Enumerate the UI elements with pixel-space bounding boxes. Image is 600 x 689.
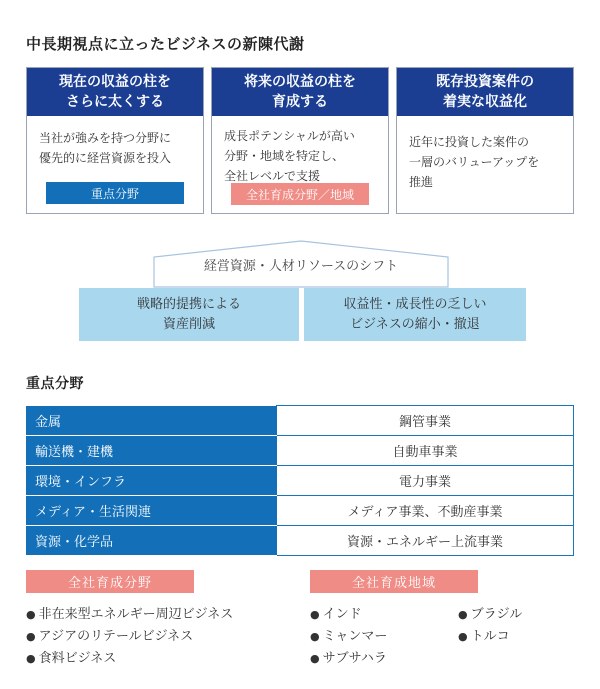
list-item: ● ミャンマー [310,626,387,648]
growth-regions-badge: 全社育成地域 [310,570,478,593]
page-title: 中長期視点に立ったビジネスの新陳代謝 [26,35,305,53]
business-cell: メディア事業、不動産事業 [277,496,574,526]
card-description: 近年に投資した案件の 一層のバリューアップを 推進 [409,135,540,189]
focus-section-title: 重点分野 [26,376,84,392]
card-existing-investment [396,67,574,214]
field-cell: 金属 [27,406,277,436]
business-withdrawal-box: 収益性・成長性の乏しい ビジネスの縮小・撤退 [304,288,526,341]
card-future-profit [211,67,389,214]
card-heading: 将来の収益の柱を 育成する [212,68,388,116]
table-row [27,406,574,436]
field-cell: 環境・インフラ [27,466,277,496]
card-description: 当社が強みを持つ分野に 優先的に経営資源を投入 [39,131,172,165]
business-cell: 電力事業 [277,466,574,496]
business-cell: 鋼管事業 [277,406,574,436]
list-item: ● インド [310,604,387,626]
list-item: ● ブラジル [458,604,522,626]
growth-fields-list [26,604,233,670]
table-row [27,436,574,466]
card-current-profit [26,67,204,214]
table-row [27,496,574,526]
growth-area-badge: 全社育成分野／地域 [231,183,369,205]
growth-regions-list-1 [310,604,387,670]
card-description: 成長ポテンシャルが高い 分野・地域を特定し、 全社レベルで支援 [224,129,355,183]
growth-regions-list-2 [458,604,522,648]
business-cell: 資源・エネルギー上流事業 [277,526,574,556]
resource-shift-label: 経営資源・人材リソースのシフト [203,259,399,274]
table-row [27,526,574,556]
focus-area-badge: 重点分野 [46,182,184,204]
list-item: ● 非在来型エネルギー周辺ビジネス [26,604,233,626]
field-cell: 輸送機・建機 [27,436,277,466]
table-row [27,466,574,496]
list-item: ● サブサハラ [310,648,387,670]
asset-reduction-box: 戦略的提携による 資産削減 [79,288,299,341]
business-cell: 自動車事業 [277,436,574,466]
list-item: ● トルコ [458,626,522,648]
list-item: ● アジアのリテールビジネス [26,626,233,648]
field-cell: メディア・生活関連 [27,496,277,526]
growth-fields-badge: 全社育成分野 [26,570,194,593]
list-item: ● 食料ビジネス [26,648,233,670]
focus-table [26,405,574,556]
card-heading: 既存投資案件の 着実な収益化 [397,68,573,116]
card-heading: 現在の収益の柱を さらに太くする [27,68,203,116]
field-cell: 資源・化学品 [27,526,277,556]
